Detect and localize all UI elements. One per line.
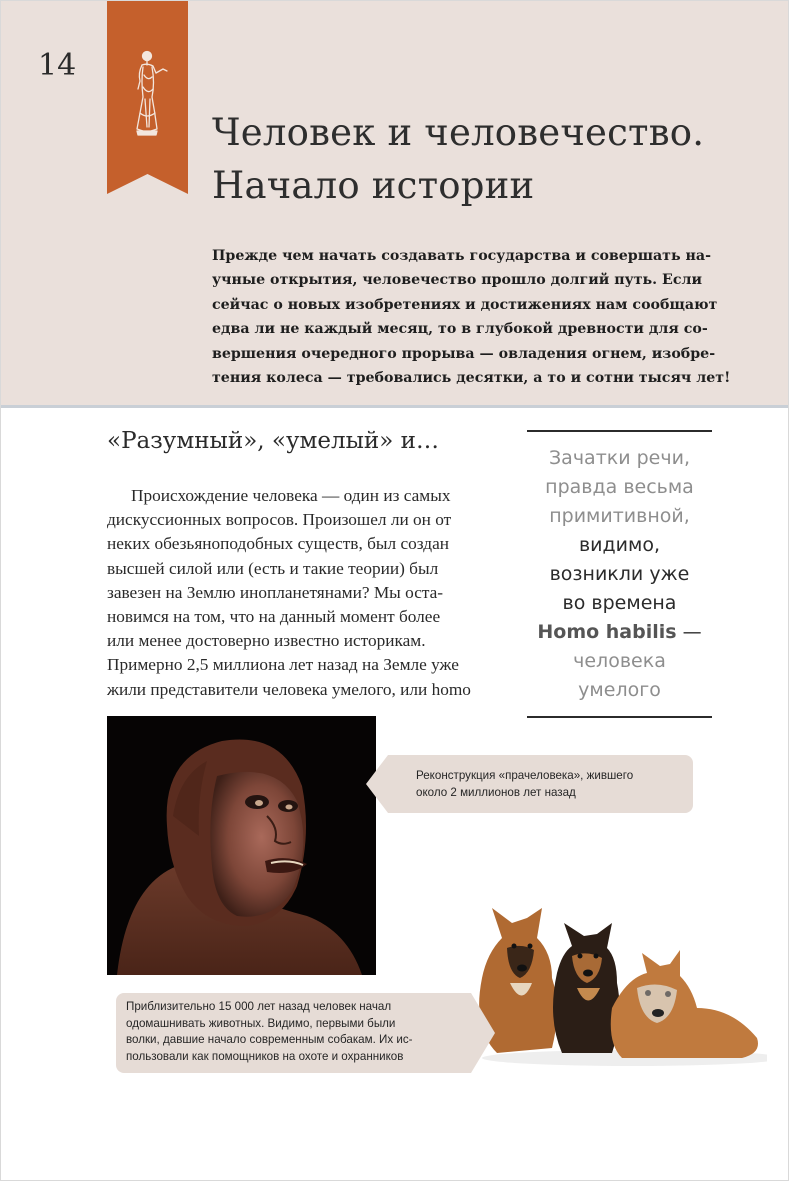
caption-line: Приблизительно 15 000 лет назад человек начал (126, 1000, 392, 1013)
pull-quote-line: Зачатки речи, (549, 447, 690, 469)
dogs-photo-caption (116, 993, 471, 1073)
lead-line: Прежде чем начать создавать государства и совершать на- (212, 248, 711, 264)
body-line: дискуссионных вопросов. Произошел ли он от (107, 510, 452, 530)
pull-quote (527, 430, 712, 717)
pull-quote-line: во времена (562, 592, 677, 614)
caption-text (416, 768, 633, 801)
caption-text (126, 999, 413, 1065)
pull-quote-line: возникли уже (549, 563, 690, 585)
body-line: жили представители человека умелого, или homo (107, 679, 471, 699)
body-line: Происхождение человека — один из самых (131, 486, 451, 505)
chapter-title (212, 106, 732, 212)
lead-line: вершения очередного прорыва — овладения огнем, изобре- (212, 345, 716, 362)
body-line: Примерно 2,5 миллиона лет назад на Земле уже (107, 655, 459, 675)
caption-pointer (366, 755, 388, 813)
body-line: высшей силой или (есть и такие теории) был (107, 558, 439, 578)
body-line: новимся на том, что на данный момент более (107, 607, 441, 627)
body-line: неких обезьяноподобных существ, был создан (107, 534, 449, 554)
header-divider (1, 405, 788, 408)
chapter-bookmark-ribbon (107, 1, 188, 194)
section-heading: «Разумный», «умелый» и… (107, 428, 439, 454)
pull-quote-line: правда весьма (545, 476, 694, 498)
hominid-photo-caption (388, 755, 693, 813)
lead-line: едва ли не каждый месяц, то в глубокой древности для со- (212, 321, 708, 338)
lead-line: учные открытия, человечество прошло долгий путь. Если (212, 272, 702, 289)
pull-quote-line: человека (573, 650, 666, 672)
chapter-title-line: Начало истории (212, 164, 535, 207)
pull-quote-term-line (527, 618, 712, 647)
lead-line: тения колеса — требовались десятки, а то и сотни тысяч лет! (212, 370, 731, 387)
caption-line: Реконструкция «прачеловека», жившего (416, 769, 634, 782)
body-line: или менее достоверно известно историкам. (107, 631, 426, 651)
chapter-title-line: Человек и человечество. (212, 111, 705, 154)
caption-line: около 2 миллионов лет назад (416, 785, 576, 799)
body-line: завезен на Землю инопланетянами? Мы оста- (107, 582, 444, 602)
hominid-reconstruction-photo (107, 716, 376, 975)
caption-pointer (471, 993, 495, 1073)
lead-paragraph (212, 244, 731, 390)
pull-quote-term: Homo habilis (537, 621, 677, 643)
caption-line: пользовали как помощников на охоте и охранников (126, 1049, 404, 1063)
caption-line: волки, давшие начало современным собакам. Их ис- (126, 1033, 413, 1046)
page-number: 14 (38, 48, 77, 83)
pull-quote-text (527, 444, 712, 705)
pull-quote-term-dash: — (676, 621, 702, 643)
pull-quote-line: примитивной, (549, 505, 690, 527)
pull-quote-line: видимо, (578, 534, 661, 556)
pull-quote-bottom-rule (527, 716, 712, 718)
caption-line: одомашнивать животных. Видимо, первыми были (126, 1016, 396, 1030)
pull-quote-line: умелого (578, 679, 661, 701)
ribbon-shape (107, 1, 188, 194)
body-paragraph (107, 484, 503, 702)
pull-quote-top-rule (527, 430, 712, 432)
lead-line: сейчас о новых изобретениях и достижениях нам сообщают (212, 296, 718, 313)
